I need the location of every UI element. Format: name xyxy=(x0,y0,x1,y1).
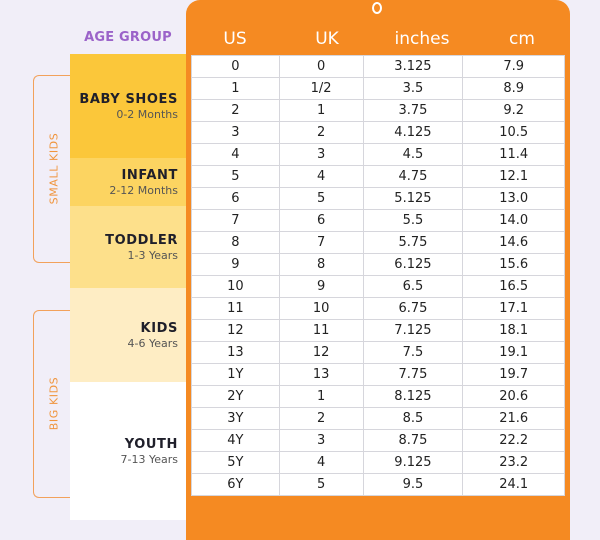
table-row xyxy=(192,452,565,474)
table-row xyxy=(192,386,565,408)
group-name: TODDLER xyxy=(105,232,178,248)
uk-size-cell: 2 xyxy=(279,408,363,430)
column-header-cm: cm xyxy=(509,29,535,49)
us-size-cell: 4Y xyxy=(192,430,280,452)
cm-cell: 24.1 xyxy=(463,474,565,496)
big-kids-label xyxy=(40,310,68,496)
table-row xyxy=(192,166,565,188)
inches-cell: 3.125 xyxy=(363,56,463,78)
inches-cell: 5.75 xyxy=(363,232,463,254)
cm-cell: 14.6 xyxy=(463,232,565,254)
us-size-cell: 2 xyxy=(192,100,280,122)
cm-cell: 7.9 xyxy=(463,56,565,78)
table-row xyxy=(192,342,565,364)
uk-size-cell: 3 xyxy=(279,430,363,452)
us-size-cell: 8 xyxy=(192,232,280,254)
us-size-cell: 1Y xyxy=(192,364,280,386)
uk-size-cell: 3 xyxy=(279,144,363,166)
uk-size-cell: 1 xyxy=(279,100,363,122)
us-size-cell: 3Y xyxy=(192,408,280,430)
group-baby-shoes xyxy=(70,54,186,158)
inches-cell: 9.125 xyxy=(363,452,463,474)
uk-size-cell: 13 xyxy=(279,364,363,386)
cm-cell: 9.2 xyxy=(463,100,565,122)
us-size-cell: 10 xyxy=(192,276,280,298)
cm-cell: 10.5 xyxy=(463,122,565,144)
uk-size-cell: 1/2 xyxy=(279,78,363,100)
column-header-us: US xyxy=(223,29,247,49)
cm-cell: 18.1 xyxy=(463,320,565,342)
us-size-cell: 5 xyxy=(192,166,280,188)
table-row xyxy=(192,364,565,386)
uk-size-cell: 4 xyxy=(279,452,363,474)
us-size-cell: 12 xyxy=(192,320,280,342)
table-row xyxy=(192,78,565,100)
cm-cell: 22.2 xyxy=(463,430,565,452)
table-row xyxy=(192,122,565,144)
big-kids-text: BIG KIDS xyxy=(47,376,61,430)
group-youth xyxy=(70,382,186,520)
inches-cell: 5.125 xyxy=(363,188,463,210)
inches-cell: 7.125 xyxy=(363,320,463,342)
inches-cell: 6.5 xyxy=(363,276,463,298)
us-size-cell: 4 xyxy=(192,144,280,166)
inches-cell: 4.125 xyxy=(363,122,463,144)
table-row xyxy=(192,232,565,254)
cm-cell: 16.5 xyxy=(463,276,565,298)
cm-cell: 11.4 xyxy=(463,144,565,166)
us-size-cell: 2Y xyxy=(192,386,280,408)
table-row xyxy=(192,56,565,78)
group-range: 0-2 Months xyxy=(116,107,178,121)
cm-cell: 21.6 xyxy=(463,408,565,430)
group-range: 2-12 Months xyxy=(109,183,178,197)
inches-cell: 4.75 xyxy=(363,166,463,188)
inches-cell: 5.5 xyxy=(363,210,463,232)
us-size-cell: 3 xyxy=(192,122,280,144)
cm-cell: 20.6 xyxy=(463,386,565,408)
us-size-cell: 0 xyxy=(192,56,280,78)
uk-size-cell: 6 xyxy=(279,210,363,232)
uk-size-cell: 2 xyxy=(279,122,363,144)
group-name: INFANT xyxy=(121,167,178,183)
cm-cell: 17.1 xyxy=(463,298,565,320)
us-size-cell: 6 xyxy=(192,188,280,210)
cm-cell: 12.1 xyxy=(463,166,565,188)
cm-cell: 8.9 xyxy=(463,78,565,100)
inches-cell: 3.5 xyxy=(363,78,463,100)
inches-cell: 8.5 xyxy=(363,408,463,430)
cm-cell: 13.0 xyxy=(463,188,565,210)
table-row xyxy=(192,408,565,430)
group-name: BABY SHOES xyxy=(79,91,178,107)
cm-cell: 19.1 xyxy=(463,342,565,364)
uk-size-cell: 5 xyxy=(279,188,363,210)
table-row xyxy=(192,298,565,320)
table-row xyxy=(192,210,565,232)
hanger-ring-icon xyxy=(372,2,382,14)
table-row xyxy=(192,100,565,122)
cm-cell: 14.0 xyxy=(463,210,565,232)
inches-cell: 8.75 xyxy=(363,430,463,452)
cm-cell: 19.7 xyxy=(463,364,565,386)
us-size-cell: 1 xyxy=(192,78,280,100)
group-infant xyxy=(70,158,186,206)
us-size-cell: 6Y xyxy=(192,474,280,496)
group-name: YOUTH xyxy=(124,436,178,452)
table-header xyxy=(186,24,570,54)
uk-size-cell: 7 xyxy=(279,232,363,254)
table-row xyxy=(192,188,565,210)
uk-size-cell: 0 xyxy=(279,56,363,78)
inches-cell: 3.75 xyxy=(363,100,463,122)
cm-cell: 23.2 xyxy=(463,452,565,474)
age-group-title: AGE GROUP xyxy=(84,30,172,45)
uk-size-cell: 9 xyxy=(279,276,363,298)
group-range: 7-13 Years xyxy=(120,452,178,466)
size-table-body xyxy=(192,56,565,496)
uk-size-cell: 8 xyxy=(279,254,363,276)
group-range: 4-6 Years xyxy=(127,336,178,350)
inches-cell: 4.5 xyxy=(363,144,463,166)
inches-cell: 6.75 xyxy=(363,298,463,320)
us-size-cell: 5Y xyxy=(192,452,280,474)
size-table xyxy=(191,55,565,496)
table-row xyxy=(192,254,565,276)
inches-cell: 7.75 xyxy=(363,364,463,386)
table-row xyxy=(192,430,565,452)
uk-size-cell: 1 xyxy=(279,386,363,408)
uk-size-cell: 11 xyxy=(279,320,363,342)
table-row xyxy=(192,320,565,342)
inches-cell: 8.125 xyxy=(363,386,463,408)
us-size-cell: 13 xyxy=(192,342,280,364)
us-size-cell: 7 xyxy=(192,210,280,232)
group-name: KIDS xyxy=(140,320,178,336)
uk-size-cell: 12 xyxy=(279,342,363,364)
us-size-cell: 11 xyxy=(192,298,280,320)
column-header-inches: inches xyxy=(394,29,450,49)
uk-size-cell: 5 xyxy=(279,474,363,496)
group-range: 1-3 Years xyxy=(127,248,178,262)
us-size-cell: 9 xyxy=(192,254,280,276)
inches-cell: 6.125 xyxy=(363,254,463,276)
column-header-uk: UK xyxy=(315,29,339,49)
table-row xyxy=(192,144,565,166)
table-row xyxy=(192,474,565,496)
small-kids-text: SMALL KIDS xyxy=(47,132,61,204)
small-kids-label xyxy=(40,75,68,261)
inches-cell: 9.5 xyxy=(363,474,463,496)
uk-size-cell: 10 xyxy=(279,298,363,320)
group-kids xyxy=(70,288,186,382)
inches-cell: 7.5 xyxy=(363,342,463,364)
cm-cell: 15.6 xyxy=(463,254,565,276)
uk-size-cell: 4 xyxy=(279,166,363,188)
group-toddler xyxy=(70,206,186,288)
table-row xyxy=(192,276,565,298)
